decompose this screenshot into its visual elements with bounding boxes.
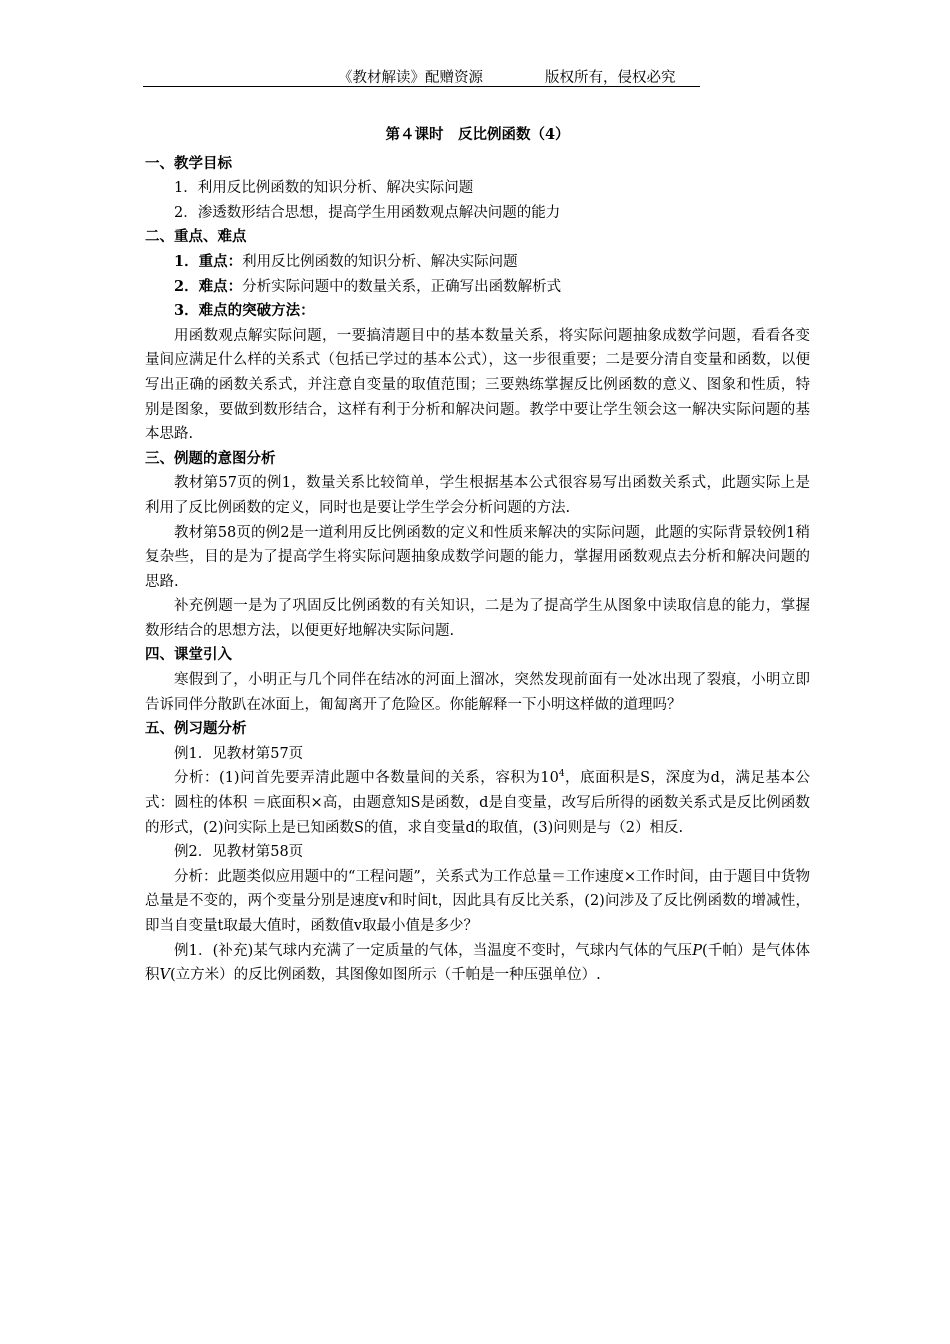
- introduction-paragraph: 寒假到了，小明正与几个同伴在结冰的河面上溜冰，突然发现前面有一处冰出现了裂痕，小明立即告诉同伴分散趴在冰面上，匍匐离开了危险区。你能解释一下小明这样做的道理吗？: [145, 672, 810, 713]
- intent-paragraph-3: 补充例题一是为了巩固反比例函数的有关知识，二是为了提高学生从图象中读取信息的能力，掌握数形结合的思想方法，以便更好地解决实际问题.: [145, 598, 810, 639]
- header-copyright: 版权所有，侵权必究: [545, 70, 676, 86]
- example-1-analysis-part-a: 分析：(1)问首先要弄清此题中各数量间的关系，容积为10: [174, 770, 559, 787]
- section-heading-example-intent: 三、例题的意图分析: [145, 449, 276, 467]
- intent-paragraph-1: 教材第57页的例1，数量关系比较简单，学生根据基本公式很容易写出函数关系式，此题实际上是利用了反比例函数的定义，同时也是要让学生学会分析问题的方法.: [145, 475, 810, 516]
- method-label: 3．难点的突破方法：: [174, 302, 315, 320]
- example-1-reference: 例1．见教材第57页: [174, 745, 304, 762]
- intent-paragraph-2: 教材第58页的例2是一道利用反比例函数的定义和性质来解决的实际问题，此题的实际背景较例1稍复杂些，目的是为了提高学生将实际问题抽象成数学问题的能力，掌握用函数观点去分析和解决问题的思路.: [145, 524, 810, 590]
- supplementary-text-c: (立方米）的反比例函数，其图像如图所示（千帕是一种压强单位）.: [169, 967, 601, 984]
- document-body: [145, 123, 810, 988]
- objective-item-2: 2．渗透数形结合思想，提高学生用函数观点解决问题的能力: [174, 204, 561, 221]
- example-1-analysis-part-b: ，底面积是S，深度为d，满足基本公式：圆柱的体积 ＝底面积×高，由题意知S是函数，d是自变量，改写后所得的函数关系式是反比例函数的形式，(2)问实际上是已知函数S的值，求自变量d的取值，(3)问则是与（2）相反.: [145, 770, 810, 836]
- supplementary-example-1: [145, 939, 810, 988]
- difficulty-text: 分析实际问题中的数量关系，正确写出函数解析式: [242, 278, 562, 295]
- variable-p: P: [692, 942, 702, 959]
- objective-item-1: 1．利用反比例函数的知识分析、解决实际问题: [174, 180, 474, 197]
- section-heading-key-points: 二、重点、难点: [145, 228, 247, 246]
- supplementary-text-b: (千帕）是气体体积: [145, 942, 810, 984]
- key-point-item: [145, 250, 810, 275]
- example-2-reference: 例2．见教材第58页: [174, 844, 304, 861]
- header-rule: [143, 86, 700, 87]
- variable-v: V: [159, 967, 170, 984]
- key-point-text: 利用反比例函数的知识分析、解决实际问题: [242, 253, 518, 270]
- example-1-analysis: [145, 766, 810, 840]
- section-heading-introduction: 四、课堂引入: [145, 646, 232, 664]
- difficulty-item: [145, 275, 810, 300]
- supplementary-text-a: 例1．(补充)某气球内充满了一定质量的气体，当温度不变时，气球内气体的气压: [174, 942, 693, 959]
- method-item: [145, 299, 810, 324]
- lesson-title: 第４课时 反比例函数（4）: [385, 126, 570, 143]
- exponent: 4: [558, 769, 565, 780]
- section-heading-objectives: 一、教学目标: [145, 154, 232, 172]
- example-2-analysis: 分析：此题类似应用题中的“工程问题”，关系式为工作总量＝工作速度×工作时间，由于题目中货物总量是不变的，两个变量分别是速度v和时间t，因此具有反比关系，(2)问涉及了反比例函数的增减性，即当自变量t取最大值时，函数值v取最小值是多少？: [145, 868, 810, 934]
- section-heading-examples: 五、例习题分析: [145, 720, 247, 738]
- key-point-label: 1．重点：: [174, 252, 243, 270]
- method-paragraph: 用函数观点解实际问题，一要搞清题目中的基本数量关系，将实际问题抽象成数学问题，看看各变量间应满足什么样的关系式（包括已学过的基本公式），这一步很重要；二是要分清自变量和函数，以便写出正确的函数关系式，并注意自变量的取值范围；三要熟练掌握反比例函数的意义、图象和性质，特别是图象，要做到数形结合，这样有利于分析和解决问题。教学中要让学生领会这一解决实际问题的基本思路.: [145, 327, 810, 443]
- difficulty-label: 2．难点：: [174, 277, 243, 295]
- header-source: 《教材解读》配赠资源: [338, 70, 483, 86]
